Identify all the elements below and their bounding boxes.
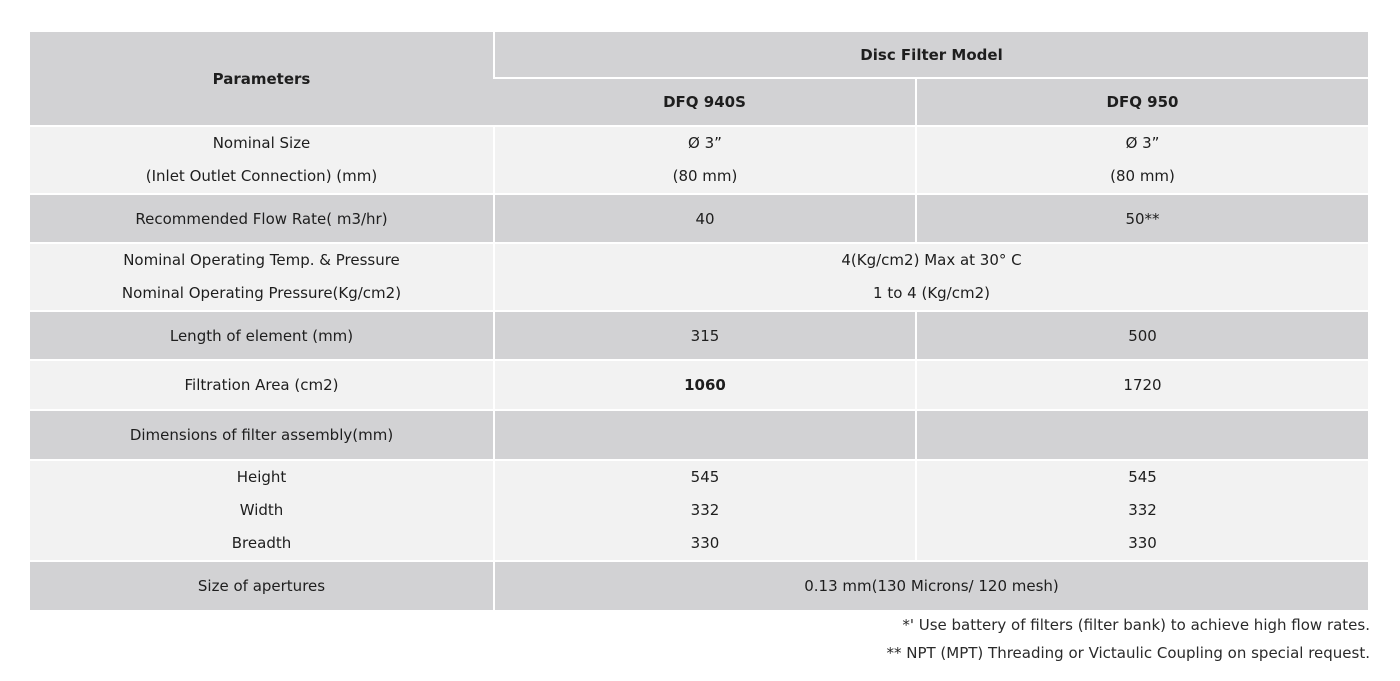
cell-value: 545 — [690, 468, 720, 486]
dimensions-model-1 — [494, 410, 916, 460]
table-row — [30, 410, 1368, 460]
model-1-header: DFQ 940S — [494, 78, 916, 126]
filtration-area-label: Filtration Area (cm2) — [30, 360, 494, 410]
apertures-value: 0.13 mm(130 Microns/ 120 mesh) — [494, 561, 1368, 610]
nominal-size-model-2 — [916, 126, 1368, 194]
table-row — [30, 194, 1368, 243]
connection-label-line: (Inlet Outlet Connection) (mm) — [145, 167, 378, 185]
breadth-label: Breadth — [231, 534, 292, 552]
operating-value — [494, 243, 1368, 311]
operating-temp-label: Nominal Operating Temp. & Pressure — [123, 251, 400, 269]
model-group-header: Disc Filter Model — [494, 32, 1368, 78]
width-label: Width — [239, 501, 284, 519]
cell-value: (80 mm) — [672, 167, 738, 185]
model-2-header: DFQ 950 — [916, 78, 1368, 126]
footnote-filter-bank: *' Use battery of filters (filter bank) to achieve high flow rates. — [902, 616, 1370, 634]
element-length-model-1: 315 — [494, 311, 916, 360]
footnotes — [886, 611, 1370, 667]
apertures-label: Size of apertures — [30, 561, 494, 610]
cell-value: 332 — [690, 501, 720, 519]
footnote-threading: ** NPT (MPT) Threading or Victaulic Coupling on special request. — [886, 644, 1370, 662]
flow-rate-label: Recommended Flow Rate( m3/hr) — [30, 194, 494, 243]
parameters-header: Parameters — [30, 32, 494, 126]
table-row — [30, 126, 1368, 194]
height-label: Height — [236, 468, 287, 486]
nominal-size-label — [30, 126, 494, 194]
table-row — [30, 243, 1368, 311]
cell-value: Ø 3” — [1125, 134, 1160, 152]
operating-label — [30, 243, 494, 311]
cell-value: 545 — [1128, 468, 1157, 486]
cell-value: Ø 3” — [688, 134, 722, 152]
element-length-label: Length of element (mm) — [30, 311, 494, 360]
table-row — [30, 561, 1368, 610]
dims-model-2 — [916, 460, 1368, 561]
dimensions-label: Dimensions of filter assembly(mm) — [30, 410, 494, 460]
table-row — [30, 360, 1368, 410]
dimensions-model-2 — [916, 410, 1368, 460]
flow-rate-model-2: 50** — [916, 194, 1368, 243]
cell-value: 330 — [1128, 534, 1157, 552]
cell-value: 330 — [690, 534, 720, 552]
cell-value: 332 — [1128, 501, 1157, 519]
operating-pressure-label: Nominal Operating Pressure(Kg/cm2) — [121, 284, 402, 302]
cell-value: 4(Kg/cm2) Max at 30° C — [841, 251, 1022, 269]
filtration-area-model-2: 1720 — [916, 360, 1368, 410]
table-row — [30, 311, 1368, 360]
disc-filter-spec-table — [30, 32, 1368, 610]
nominal-size-label-line: Nominal Size — [212, 134, 311, 152]
dims-model-1 — [494, 460, 916, 561]
element-length-model-2: 500 — [916, 311, 1368, 360]
nominal-size-model-1 — [494, 126, 916, 194]
cell-value: 1 to 4 (Kg/cm2) — [873, 284, 990, 302]
filtration-area-model-1: 1060 — [494, 360, 916, 410]
table-row — [30, 460, 1368, 561]
cell-value: (80 mm) — [1110, 167, 1175, 185]
flow-rate-model-1: 40 — [494, 194, 916, 243]
dims-labels — [30, 460, 494, 561]
